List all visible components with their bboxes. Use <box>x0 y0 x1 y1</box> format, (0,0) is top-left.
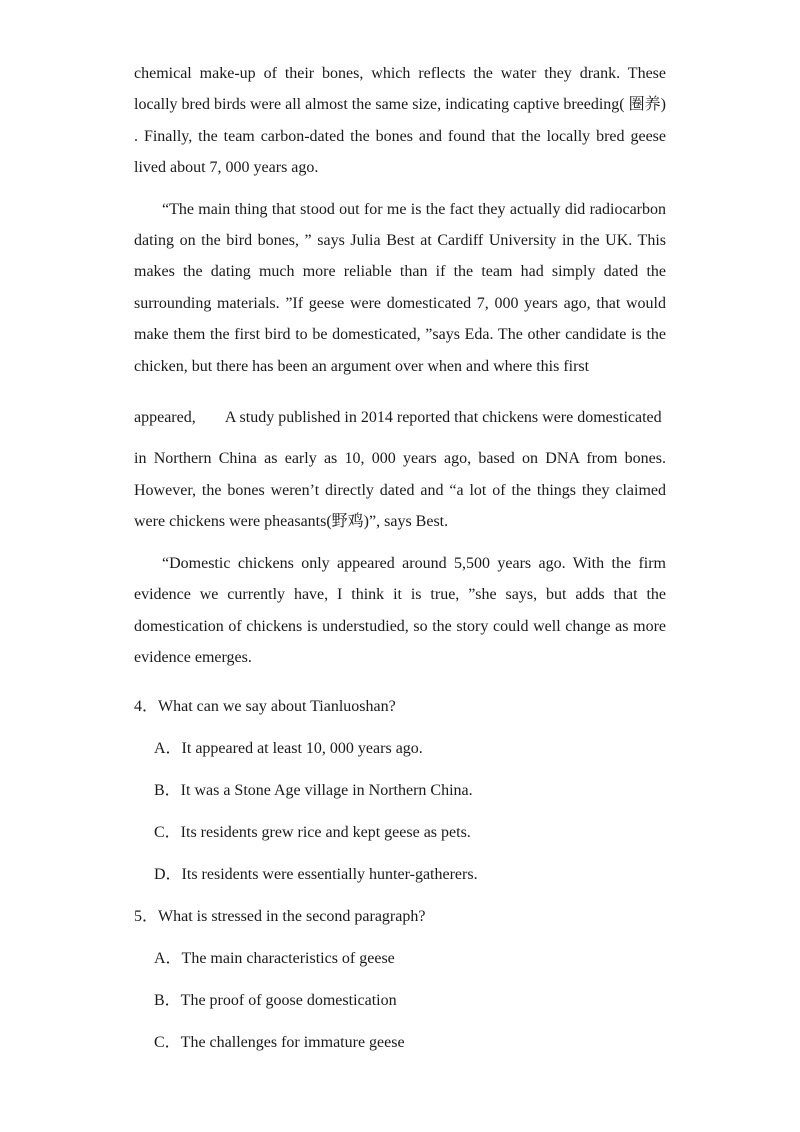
question-5-option-c: C．The challenges for immature geese <box>154 1034 405 1052</box>
paragraph-3: “Domestic chickens only appeared around 5,500 years ago. With the firm evidence we currently have, I think it is true, ”she says, but adds that the domestication of chickens is understudied, so the story could well change as more evidence emerges. <box>134 554 666 666</box>
question-4-option-d: D．Its residents were essentially hunter-gatherers. <box>154 866 478 884</box>
paragraph-2 <box>134 194 666 382</box>
question-4-option-c: C．Its residents grew rice and kept geese as pets. <box>154 824 471 842</box>
question-5-option-a: A．The main characteristics of geese <box>154 950 395 968</box>
paragraph-2-rest: in Northern China as early as 10, 000 years ago, based on DNA from bones. However, the bones weren’t directly dated and “a lot of the things they claimed were chickens were pheasants(野鸡)”, says Best. <box>134 450 666 531</box>
question-4-stem: 4．What can we say about Tianluoshan? <box>134 698 396 716</box>
paragraph-2-appeared: appeared, <box>134 409 196 427</box>
paragraph-2-main: “The main thing that stood out for me is the fact they actually did radiocarbon dating on the bird bones, ” says Julia Best at Cardiff University in the UK. This makes the dating much more reliable than if the team had simply dated the surrounding materials. ”If geese were domesticated 7, 000 years ago, that would make them the first bird to be domesticated, ”says Eda. The other candidate is the chicken, but there has been an argument over when and where this first <box>134 200 666 375</box>
question-4-option-a: A．It appeared at least 10, 000 years ago. <box>154 740 423 758</box>
question-5-option-b: B．The proof of goose domestication <box>154 992 397 1010</box>
paragraph-1: chemical make-up of their bones, which reflects the water they drank. These locally bred birds were all almost the same size, indicating captive breeding( 圈养) . Finally, the team carbon-dated the bones and found that the locally bred geese lived about 7, 000 years ago. <box>134 65 666 177</box>
question-5-stem: 5．What is stressed in the second paragraph? <box>134 908 426 926</box>
paragraph-2-study: A study published in 2014 reported that chickens were domesticated <box>224 409 662 427</box>
paragraph-2-continued <box>134 402 666 433</box>
question-4-option-b: B．It was a Stone Age village in Northern China. <box>154 782 473 800</box>
document-page <box>134 58 666 1053</box>
